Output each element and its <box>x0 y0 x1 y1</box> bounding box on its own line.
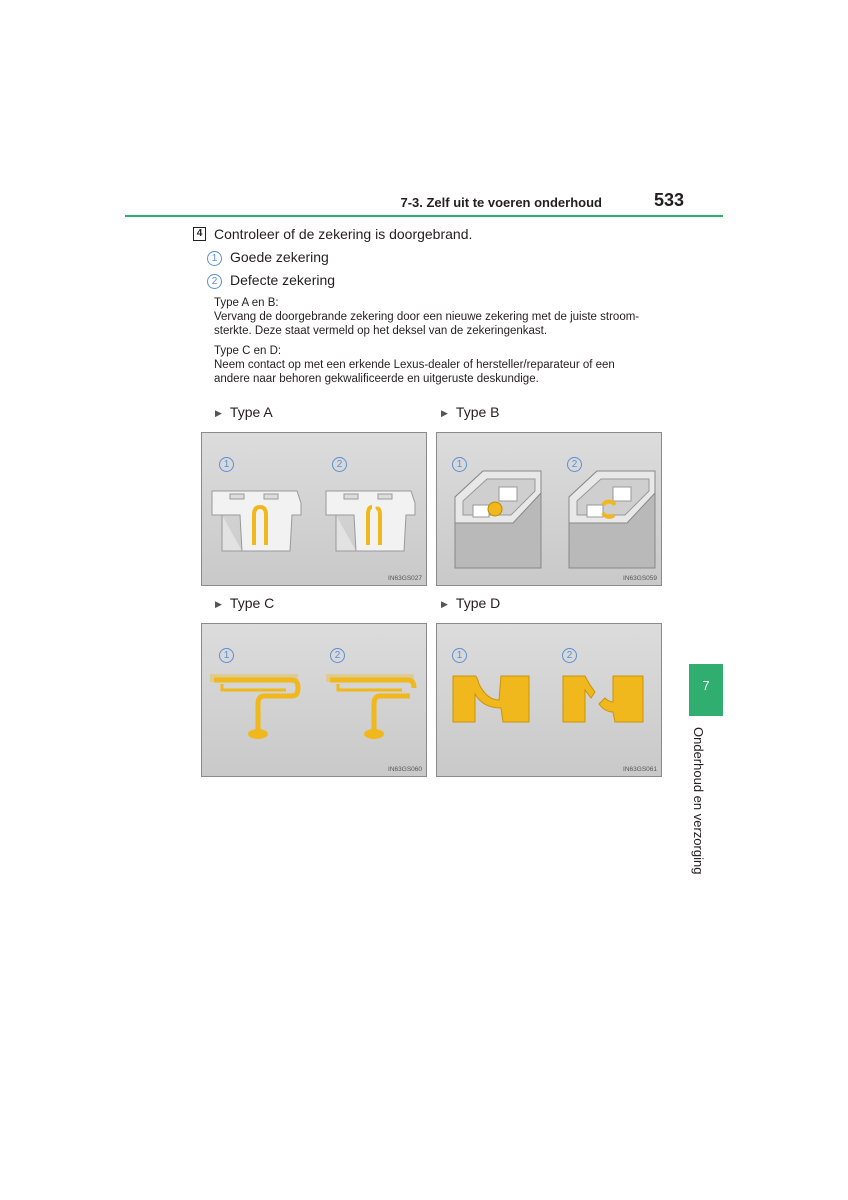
figure-code: IN63GS059 <box>623 575 657 582</box>
note-type-cd <box>214 344 658 386</box>
fuse-blown-icon <box>563 676 643 722</box>
figure-code: IN63GS027 <box>388 575 422 582</box>
figure-number-circle: 1 <box>219 648 234 663</box>
figure-type-d <box>436 623 662 777</box>
note-heading: Type C en D: <box>214 345 282 357</box>
fuse-good-icon <box>212 491 301 551</box>
note-line: Vervang de doorgebrande zekering door een nieuwe zekering met de juiste stroom- <box>214 311 640 323</box>
figure-label-type-b <box>441 404 500 420</box>
figure-code: IN63GS060 <box>388 766 422 773</box>
chapter-tab: 7 <box>689 664 723 716</box>
item-label-good-fuse: Goede zekering <box>230 249 329 265</box>
triangle-bullet-icon: ▶ <box>441 408 448 418</box>
fuse-blown-icon <box>326 678 414 739</box>
fuse-good-icon <box>455 471 541 568</box>
fuse-good-icon <box>210 678 298 739</box>
page-number: 533 <box>653 190 684 210</box>
item-number-circle: 2 <box>207 274 222 289</box>
note-line: andere naar behoren gekwalificeerde en uitgeruste deskundige. <box>214 373 539 385</box>
fuse-type-a-illustration <box>202 433 426 585</box>
figure-number-circle: 1 <box>219 457 234 472</box>
triangle-bullet-icon: ▶ <box>215 599 222 609</box>
figure-label-text: Type D <box>455 595 501 611</box>
fuse-blown-icon <box>326 491 415 551</box>
figure-code: IN63GS061 <box>623 766 657 773</box>
section-title: 7-3. Zelf uit te voeren onderhoud <box>400 195 602 210</box>
fuse-type-c-illustration <box>202 624 426 776</box>
fuse-good-icon <box>453 676 529 722</box>
figure-number-circle: 2 <box>567 457 582 472</box>
figure-number-circle: 2 <box>330 648 345 663</box>
note-line: Neem contact op met een erkende Lexus-dealer of hersteller/reparateur of een <box>214 359 615 371</box>
triangle-bullet-icon: ▶ <box>215 408 222 418</box>
figure-label-type-c <box>215 595 274 611</box>
note-heading: Type A en B: <box>214 297 279 309</box>
fuse-type-b-illustration <box>437 433 661 585</box>
figure-number-circle: 2 <box>332 457 347 472</box>
item-number-circle: 1 <box>207 251 222 266</box>
figure-label-type-d <box>441 595 500 611</box>
figure-type-a <box>201 432 427 586</box>
note-line: sterkte. Deze staat vermeld op het deksel van de zekeringenkast. <box>214 325 548 337</box>
figure-type-b <box>436 432 662 586</box>
chapter-title-vertical: Onderhoud en verzorging <box>691 727 706 875</box>
header-divider <box>125 215 723 217</box>
item-label-blown-fuse: Defecte zekering <box>230 272 336 288</box>
step-number-box: 4 <box>193 227 206 241</box>
figure-type-c <box>201 623 427 777</box>
figure-label-type-a <box>215 404 273 420</box>
fuse-blown-icon <box>569 471 655 568</box>
note-type-ab <box>214 296 658 338</box>
step-text: Controleer of de zekering is doorgebrand. <box>214 226 473 242</box>
figure-label-text: Type B <box>455 404 500 420</box>
figure-number-circle: 2 <box>562 648 577 663</box>
fuse-type-d-illustration <box>437 624 661 776</box>
figure-label-text: Type A <box>229 404 273 420</box>
figure-label-text: Type C <box>229 595 275 611</box>
triangle-bullet-icon: ▶ <box>441 599 448 609</box>
figure-number-circle: 1 <box>452 648 467 663</box>
figure-number-circle: 1 <box>452 457 467 472</box>
